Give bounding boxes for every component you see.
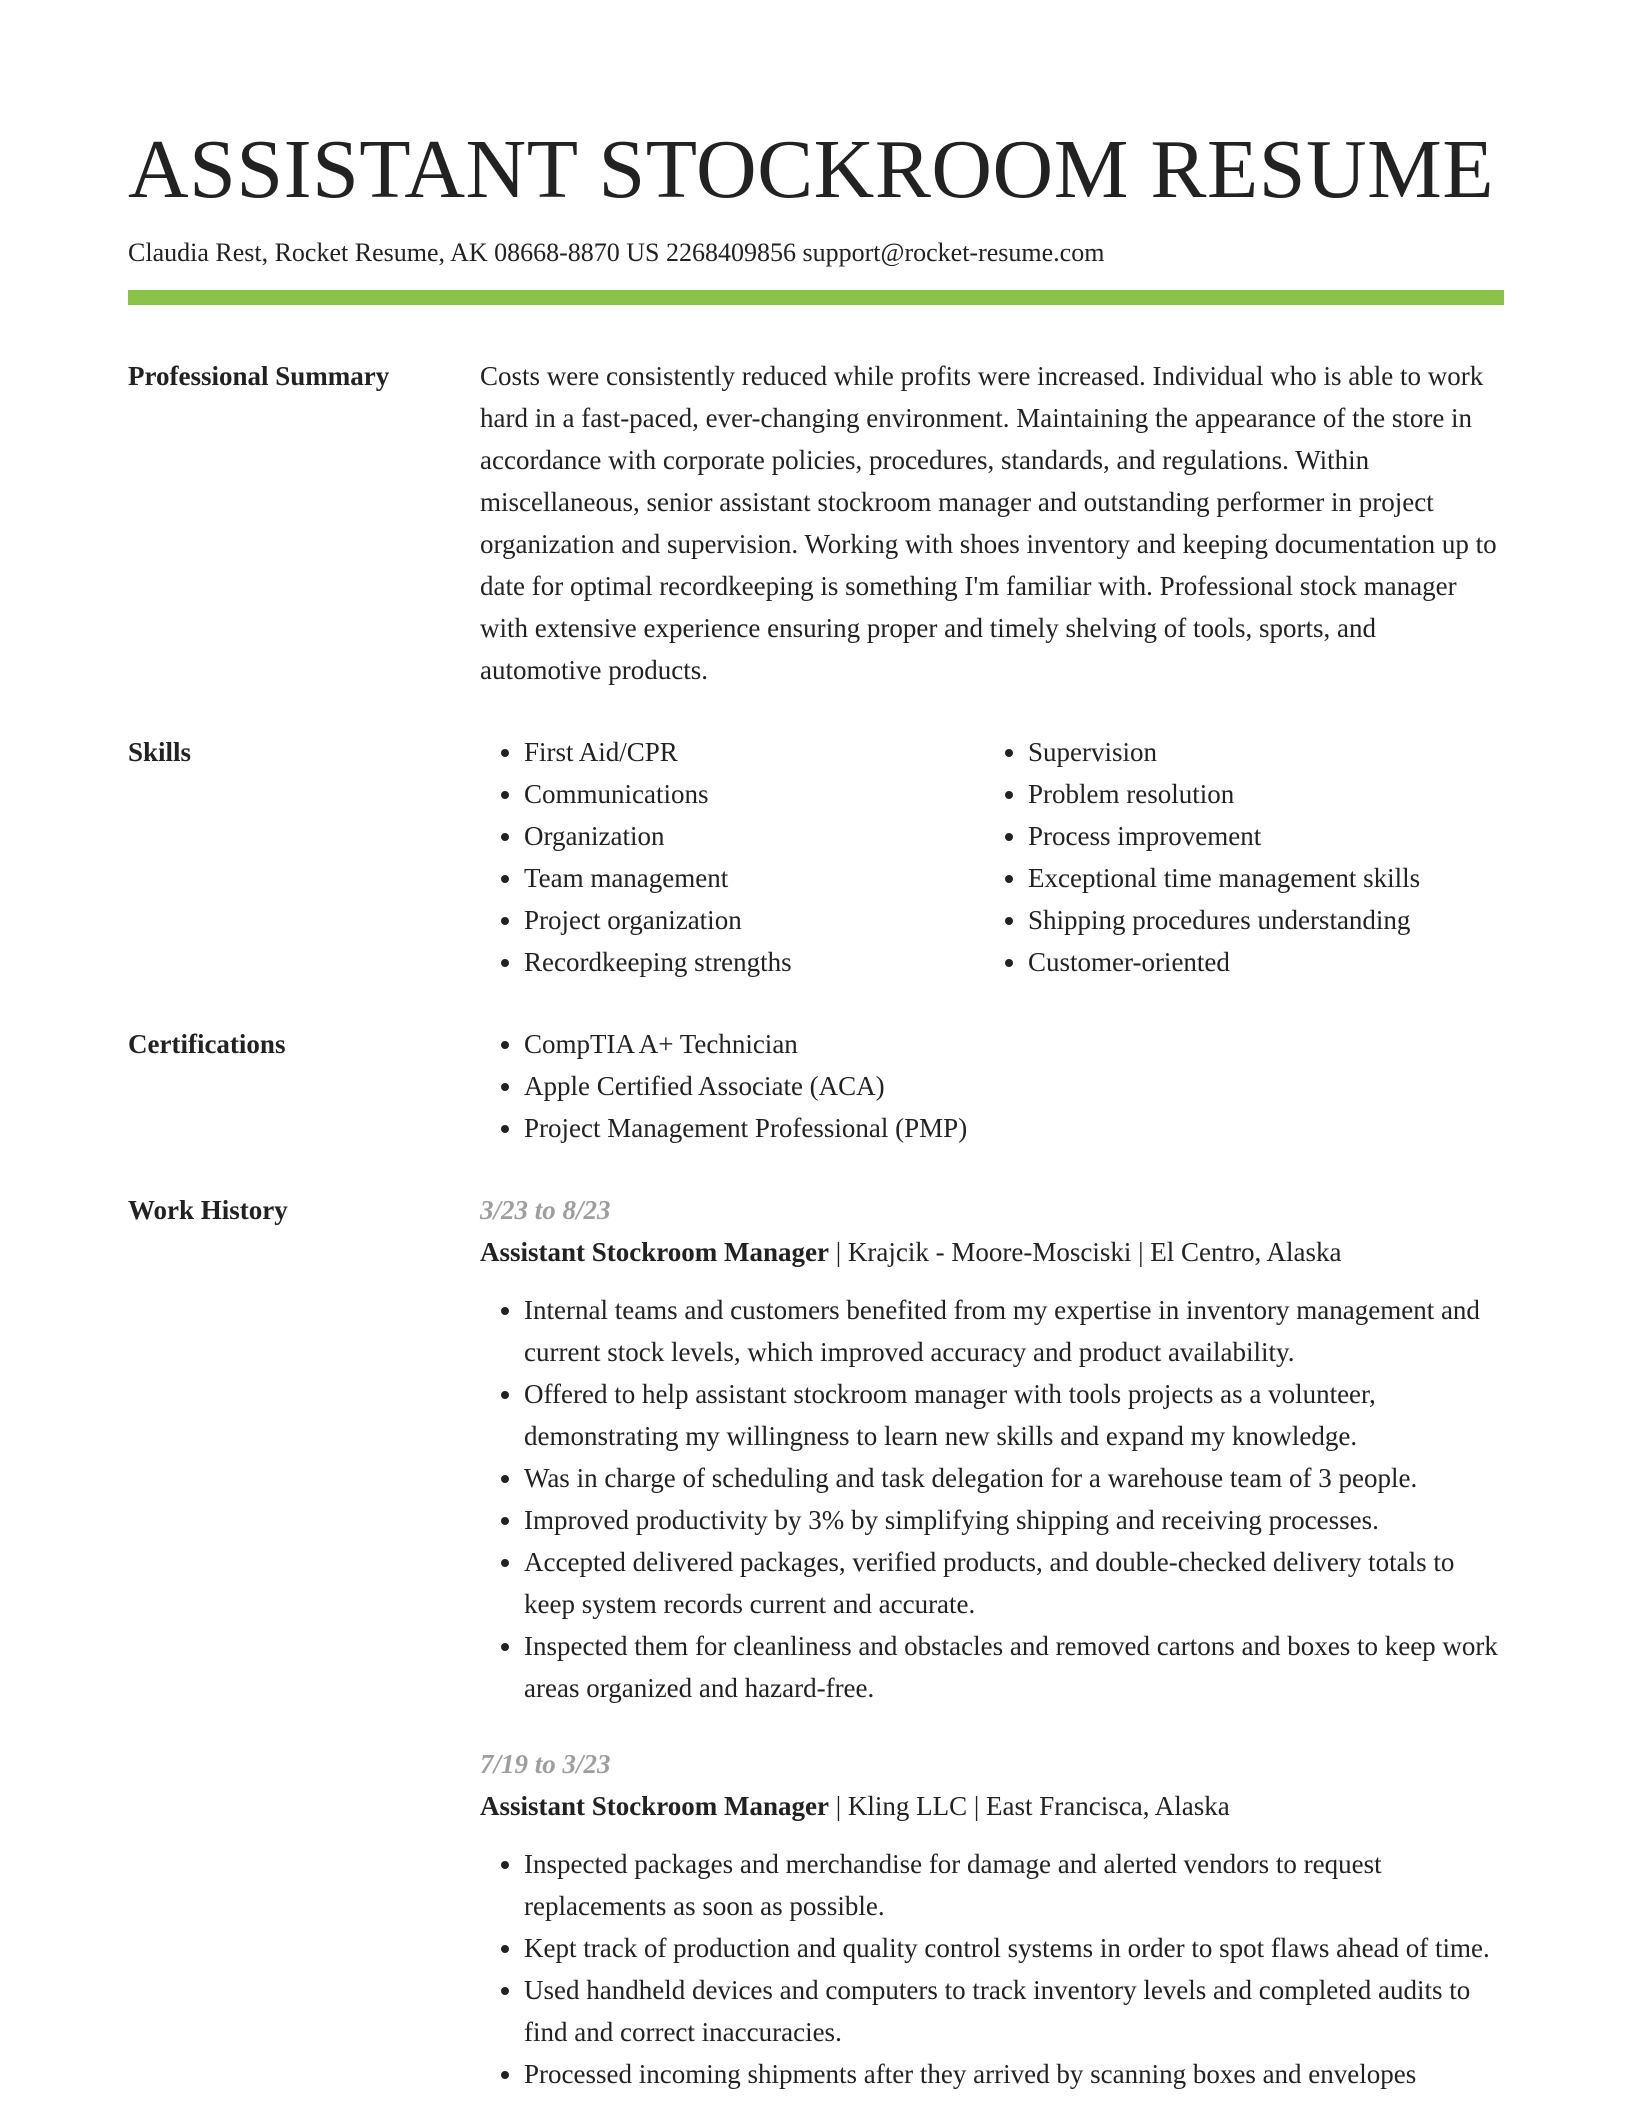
section-label-summary: Professional Summary bbox=[128, 361, 390, 391]
skill-item: • Team management bbox=[524, 857, 984, 899]
job-title: Assistant Stockroom Manager bbox=[480, 1237, 829, 1267]
resume-title: ASSISTANT STOCKROOM RESUME bbox=[128, 123, 1495, 216]
skill-item: • First Aid/CPR bbox=[524, 731, 984, 773]
professional-summary-section bbox=[128, 355, 1504, 691]
job-bullet: • Offered to help assistant stockroom manager with tools projects as a volunteer, demonstrating my willingness to learn new skills and expand my knowledge. bbox=[524, 1373, 1504, 1457]
certifications-list bbox=[480, 1023, 1504, 1149]
skill-item: • Shipping procedures understanding bbox=[1028, 899, 1468, 941]
job-title: Assistant Stockroom Manager bbox=[480, 1791, 829, 1821]
skill-item: • Communications bbox=[524, 773, 984, 815]
skills-list-left bbox=[480, 731, 984, 983]
job-company-location: | Kling LLC | East Francisca, Alaska bbox=[828, 1791, 1230, 1821]
skill-item: • Problem resolution bbox=[1028, 773, 1468, 815]
job-bullet: • Was in charge of scheduling and task delegation for a warehouse team of 3 people. bbox=[524, 1457, 1504, 1499]
accent-divider bbox=[128, 290, 1504, 305]
contact-info: Claudia Rest, Rocket Resume, AK 08668-8870 US 2268409856 support@rocket-resume.com bbox=[128, 238, 1105, 267]
skill-item: • Process improvement bbox=[1028, 815, 1468, 857]
certifications-body bbox=[480, 1023, 1504, 1149]
resume-page bbox=[128, 0, 1504, 2095]
certification-item: • Project Management Professional (PMP) bbox=[524, 1107, 1504, 1149]
section-label-certifications: Certifications bbox=[128, 1029, 286, 1059]
job-bullet: • Used handheld devices and computers to track inventory levels and completed audits to find and correct inaccuracies. bbox=[524, 1969, 1504, 2053]
skill-item: • Recordkeeping strengths bbox=[524, 941, 984, 983]
section-label-work-history: Work History bbox=[128, 1195, 288, 1225]
job-bullets bbox=[480, 1843, 1504, 2095]
work-history-body bbox=[480, 1189, 1504, 2095]
summary-body bbox=[480, 355, 1504, 691]
certifications-section bbox=[128, 1023, 1504, 1149]
job-bullet: • Improved productivity by 3% by simplifying shipping and receiving processes. bbox=[524, 1499, 1504, 1541]
skills-body bbox=[480, 731, 1504, 983]
summary-text: Costs were consistently reduced while profits were increased. Individual who is able to work hard in a fast-paced, ever-changing environment. Maintaining the appearance of the store in accordance with corporate policies, procedures, standards, and regulations. Within miscellaneous, senior assistant stockroom manager and outstanding performer in project organization and supervision. Working with shoes inventory and keeping documentation up to date for optimal recordkeeping is something I'm familiar with. Professional stock manager with extensive experience ensuring proper and timely shelving of tools, sports, and automotive products. bbox=[480, 361, 1497, 685]
job-bullet: • Inspected them for cleanliness and obstacles and removed cartons and boxes to keep work areas organized and hazard-free. bbox=[524, 1625, 1504, 1709]
job-bullet: • Internal teams and customers benefited from my expertise in inventory management and current stock levels, which improved accuracy and product availability. bbox=[524, 1289, 1504, 1373]
job-bullets bbox=[480, 1289, 1504, 1709]
skills-list-right bbox=[984, 731, 1468, 983]
job-company-location: | Krajcik - Moore-Mosciski | El Centro, Alaska bbox=[828, 1237, 1342, 1267]
job-heading bbox=[480, 1785, 1504, 1827]
job-heading bbox=[480, 1231, 1504, 1273]
job-bullet: • Accepted delivered packages, verified products, and double-checked delivery totals to keep system records current and accurate. bbox=[524, 1541, 1504, 1625]
job-dates: 7/19 to 3/23 bbox=[480, 1749, 611, 1779]
certification-item: • Apple Certified Associate (ACA) bbox=[524, 1065, 1504, 1107]
work-history-section bbox=[128, 1189, 1504, 2095]
skill-item: • Exceptional time management skills bbox=[1028, 857, 1468, 899]
section-label-skills: Skills bbox=[128, 737, 192, 767]
job-bullet: • Inspected packages and merchandise for damage and alerted vendors to request replacements as soon as possible. bbox=[524, 1843, 1504, 1927]
certification-item: • CompTIA A+ Technician bbox=[524, 1023, 1504, 1065]
skill-item: • Project organization bbox=[524, 899, 984, 941]
job-bullet: • Kept track of production and quality control systems in order to spot flaws ahead of time. bbox=[524, 1927, 1504, 1969]
skill-item: • Organization bbox=[524, 815, 984, 857]
job-entry bbox=[480, 1743, 1504, 2095]
job-dates: 3/23 to 8/23 bbox=[480, 1195, 611, 1225]
job-entry bbox=[480, 1189, 1504, 1709]
job-bullet: • Processed incoming shipments after they arrived by scanning boxes and envelopes bbox=[524, 2053, 1504, 2095]
skill-item: • Supervision bbox=[1028, 731, 1468, 773]
skill-item: • Customer-oriented bbox=[1028, 941, 1468, 983]
skills-section bbox=[128, 731, 1504, 983]
